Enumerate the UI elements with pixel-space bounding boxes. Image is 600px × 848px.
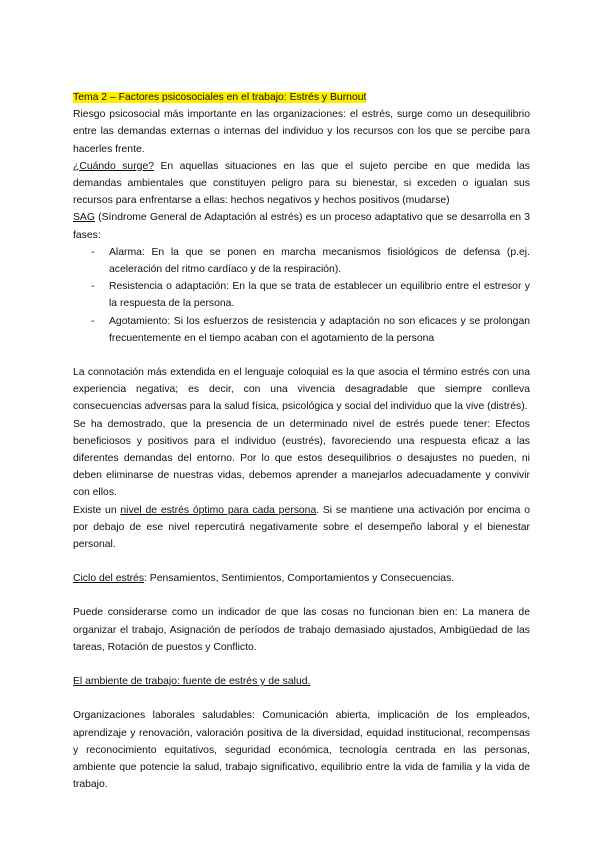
phase-text: Resistencia o adaptación: En la que se trata de establecer un equilibrio entre el estresor y la respuesta de la persona. (109, 281, 530, 310)
phases-list (73, 244, 530, 347)
spacer (73, 553, 530, 570)
list-item (73, 313, 530, 347)
cycle-paragraph (73, 570, 530, 587)
page-title: Tema 2 – Factores psicosociales en el trabajo: Estrés y Burnout (73, 92, 367, 103)
demonstrated-paragraph: Se ha demostrado, que la presencia de un determinado nivel de estrés puede tener: Efectos beneficiosos y positivos para el individuo (eustrés), favoreciendo una respuesta eficaz a las diferentes demandas del entorno. Por lo que estos desequilibrios o desajustes no pueden, ni deben eliminarse de nuestras vidas, debemos aprender a manejarlos adecuadamente y convivir con ellos. (73, 418, 530, 499)
list-bullet: - (91, 246, 95, 258)
sag-paragraph (73, 209, 530, 243)
title-line (73, 89, 530, 106)
list-item (73, 244, 530, 278)
healthy-paragraph: Organizaciones laborales saludables: Comunicación abierta, implicación de los empleados, aprendizaje y renovación, valoración positiva de la diversidad, equidad institucional, recompensas y reconocimiento equitativos, seguridad económica, tecnología centrada en las personas, ambiente que potencie la salud, trabajo significativo, equilibrio entre la vida de familia y la vida de trabajo. (73, 710, 530, 791)
spacer (73, 587, 530, 604)
optimal-post: . Si se mantiene una activación por encima o por debajo de ese nivel repercutirá negativamente sobre el desempeño laboral y el bienestar personal. (73, 504, 530, 551)
list-item (73, 278, 530, 312)
when-text: En aquellas situaciones en las que el sujeto percibe en que medida las demandas ambientales que constituyen peligro para su bienestar, si exceden o igualan sus recursos para enfrentarse a ellas: hechos negativos y hechos positivos (mudarse) (73, 160, 530, 207)
phase-text: Agotamiento: Si los esfuerzos de resistencia y adaptación no son eficaces y se prolongan frecuentemente en el tiempo acaban con el agotamiento de la persona (109, 315, 530, 344)
sag-text: (Síndrome General de Adaptación al estrés) es un proceso adaptativo que se desarrolla en 3 fases: (73, 212, 530, 241)
spacer (73, 347, 530, 364)
indicator-paragraph: Puede considerarse como un indicador de que las cosas no funcionan bien en: La manera de organizar el trabajo, Asignación de períodos de trabajo demasiado ajustados, Ambigüedad de las tareas, Rotación de puestos y Conflicto. (73, 607, 530, 653)
cycle-label: Ciclo del estrés (73, 573, 145, 585)
when-paragraph (73, 158, 530, 210)
optimal-paragraph (73, 502, 530, 554)
cycle-text: : Pensamientos, Sentimientos, Comportamientos y Consecuencias. (144, 573, 455, 585)
optimal-pre: Existe un (73, 504, 121, 516)
when-label: ¿Cuándo surge? (73, 160, 154, 172)
spacer (73, 690, 530, 707)
optimal-label: nivel de estrés óptimo para cada persona (120, 504, 317, 516)
phase-text: Alarma: En la que se ponen en marcha mecanismos fisiológicos de defensa (p.ej. aceleración del ritmo cardíaco y de la respiración). (109, 246, 530, 276)
intro-paragraph: Riesgo psicosocial más importante en las organizaciones: el estrés, surge como un desequilibrio entre las demandas externas o internas del individuo y los recursos con los que se percibe para hacerles frente. (73, 109, 530, 155)
spacer (73, 656, 530, 673)
list-bullet: - (91, 315, 95, 327)
connotation-paragraph: La connotación más extendida en el lenguaje coloquial es la que asocia el término estrés con una experiencia negativa; es decir, con una vivencia desagradable que siempre conlleva consecuencias adversas para la salud física, psicológica y social del individuo que la vive (distrés). (73, 367, 530, 413)
sag-label: SAG (73, 212, 95, 224)
list-bullet: - (91, 281, 95, 293)
environment-heading-text: El ambiente de trabajo: fuente de estrés y de salud. (73, 676, 311, 688)
document-body (73, 89, 530, 793)
environment-heading (73, 673, 530, 690)
